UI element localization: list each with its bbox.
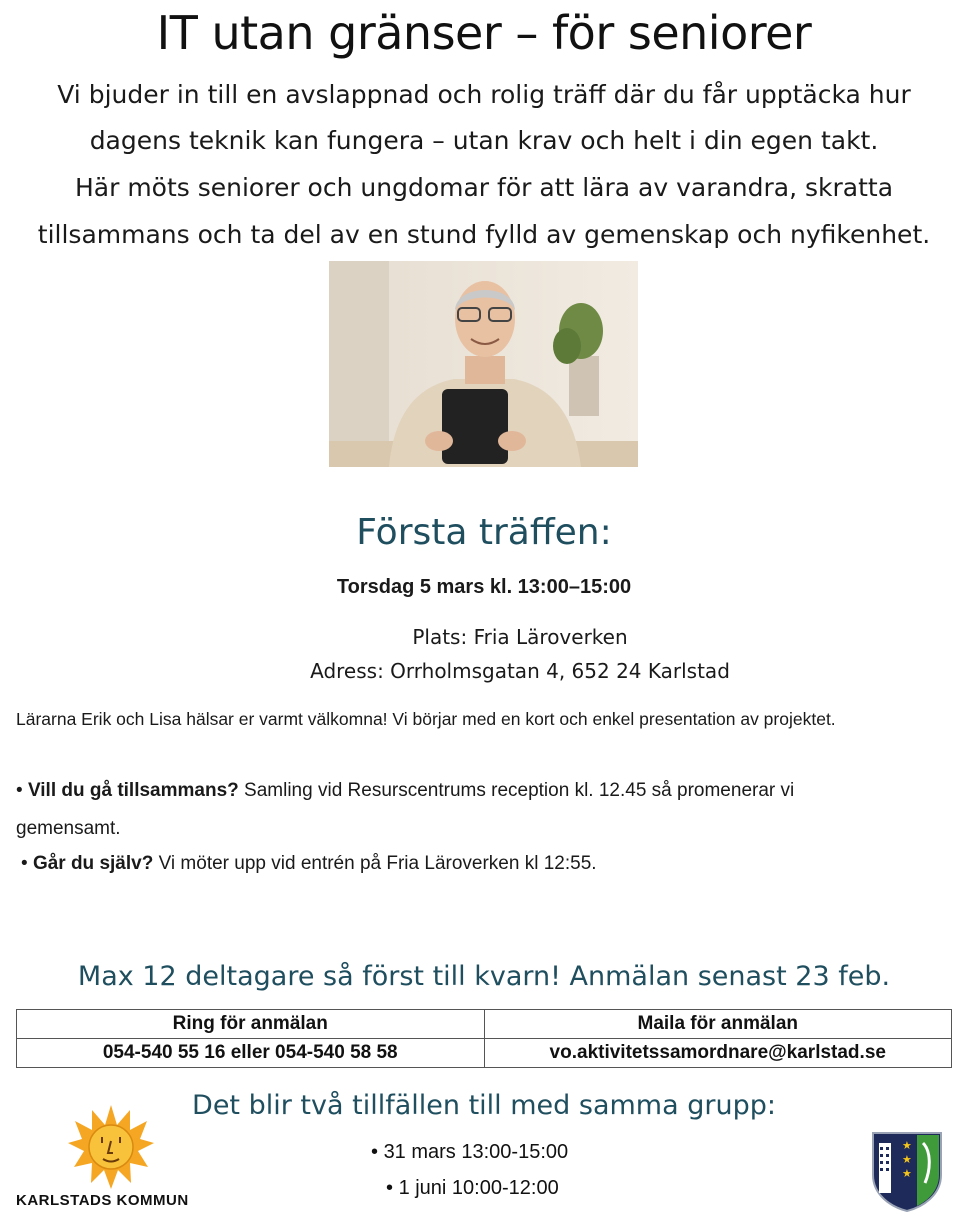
option-together-cont: gemensamt. xyxy=(16,818,121,839)
option-together xyxy=(16,780,956,802)
svg-text:★: ★ xyxy=(902,1153,912,1166)
page-title: IT utan gränser – för seniorer xyxy=(156,6,812,60)
phone-value: 054-540 55 16 eller 054-540 58 58 xyxy=(17,1039,485,1068)
karlstad-sun-logo-icon xyxy=(68,1103,154,1189)
session-date-1-text: 31 mars 13:00-15:00 xyxy=(383,1141,569,1163)
bullet: • xyxy=(21,853,33,874)
table-row xyxy=(17,1039,952,1068)
table-row xyxy=(17,1010,952,1039)
first-meeting-address: Adress: Orrholmsgatan 4, 652 24 Karlstad xyxy=(310,659,730,683)
intro-line-2: dagens teknik kan fungera – utan krav och helt i din egen takt. xyxy=(89,126,879,155)
first-meeting-heading: Första träffen: xyxy=(356,512,612,553)
email-value[interactable]: vo.aktivitetssamordnare@karlstad.se xyxy=(484,1039,952,1068)
phone-header: Ring för anmälan xyxy=(17,1010,485,1039)
signup-table xyxy=(16,1009,952,1068)
svg-text:★: ★ xyxy=(902,1139,912,1152)
more-sessions-heading: Det blir två tillfällen till med samma grupp: xyxy=(192,1090,776,1121)
first-meeting-place: Plats: Fria Läroverken xyxy=(412,625,628,649)
option-together-text: Samling vid Resurscentrums reception kl. 12.45 så promenerar vi xyxy=(238,780,795,801)
max-participants-notice: Max 12 deltagare så först till kvarn! Anmälan senast 23 feb. xyxy=(77,961,891,992)
option-alone xyxy=(21,853,961,875)
welcome-text: Lärarna Erik och Lisa hälsar er varmt välkomna! Vi börjar med en kort och enkel presentation av projektet. xyxy=(16,709,836,729)
session-date-1: • 31 mars 13:00-15:00 xyxy=(371,1141,569,1163)
session-date-2: • 1 juni 10:00-12:00 xyxy=(386,1177,559,1199)
first-meeting-date: Torsdag 5 mars kl. 13:00–15:00 xyxy=(336,576,632,598)
session-date-2-text: 1 juni 10:00-12:00 xyxy=(398,1177,559,1199)
email-header: Maila för anmälan xyxy=(484,1010,952,1039)
karlstad-kommun-logo-text: KARLSTADS KOMMUN xyxy=(16,1192,189,1209)
option-together-label: Vill du gå tillsammans? xyxy=(27,780,239,801)
option-alone-label: Går du själv? xyxy=(32,853,154,874)
senior-with-tablet-photo xyxy=(329,261,638,467)
intro-line-3: Här möts seniorer och ungdomar för att lära av varandra, skratta xyxy=(74,173,894,202)
bullet: • xyxy=(16,780,28,801)
intro-line-4: tillsammans och ta del av en stund fylld av gemenskap och nyfikenhet. xyxy=(37,220,931,249)
option-alone-text: Vi möter upp vid entrén på Fria Läroverken kl 12:55. xyxy=(153,853,597,874)
fria-laroverken-shield-icon xyxy=(871,1129,943,1213)
svg-text:★: ★ xyxy=(902,1167,912,1180)
intro-line-1: Vi bjuder in till en avslappnad och rolig träff där du får upptäcka hur xyxy=(57,80,911,109)
